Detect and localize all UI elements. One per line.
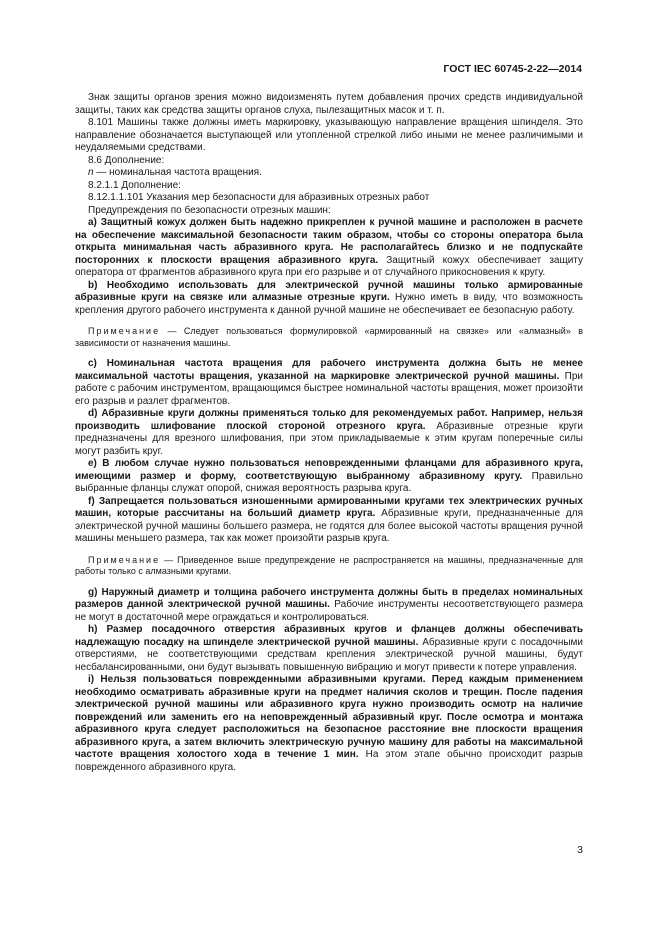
note-2-label: Примечание [88, 554, 161, 565]
document-header-code: ГОСТ IEC 60745-2-22—2014 [443, 63, 582, 75]
item-c [75, 358, 583, 408]
variable-n: n [88, 167, 94, 178]
item-b-text: Нужно иметь в виду, что возможность крепления другого рабочего инструмента к данной ручной машине не обеспечивает ее безопасную работу. [75, 292, 583, 316]
note-2 [75, 555, 583, 578]
item-a-bold: a) Защитный кожух должен быть надежно прикреплен к ручной машине и расположен в расчете на обеспечение максимальной безопасности таким образом, чтобы со стороны оператора была открыта минимальная часть абразивного круга. Не располагайтесь близко и не подпускайте посторонних к плоскости вращения абразивного круга. [75, 217, 583, 266]
item-g [75, 587, 583, 625]
note-2-text: — Приведенное выше предупреждение не распространяется на машины, предназначенные для работы только с алмазными кругами. [75, 554, 583, 576]
item-e [75, 458, 583, 496]
item-h-text: Абразивные круги с посадочными отверстиями, не соответствующими средствам крепления электрической ручной машины, будут несбалансированными, они будут вызывать повышенную вибрацию и могут привести к потере управления. [75, 636, 584, 673]
item-f [75, 496, 583, 546]
item-e-text: Правильно выбранные фланцы служат опорой, снижая вероятность разрыва круга. [75, 470, 583, 494]
paragraph-warnings-intro: Предупреждения по безопасности отрезных машин: [88, 204, 331, 216]
item-f-bold: f) Запрещается пользоваться изношенными армированными кругами тех электрических ручных машин, которые рассчитаны на больший диаметр круга. [75, 495, 583, 519]
item-i-bold: i) Нельзя пользоваться поврежденными абразивными кругами. Перед каждым применением необходимо осматривать абразивные круги на предмет наличия сколов и трещин. После падения электрической ручной машины или абразивного круга нужно производить осмотр на наличие повреждений или заменить его на неповрежденный абразивный круг. После осмотра и монтажа абразивного круга следует расположиться на безопасное расстояние вне плоскости вращения абразивного круга, а затем включить электрическую ручную машину для работы на максимальной частоте вращения холостого хода в течение 1 мин. [75, 674, 583, 760]
item-h [75, 624, 583, 674]
item-d-text: Абразивные отрезные круги предназначены для врезного шлифования, при этом прикладываемые к этим кругам поперечные силы могут разбить круг. [75, 420, 583, 457]
paragraph-n-definition [75, 167, 583, 180]
item-d-bold: d) Абразивные круги должны применяться только для рекомендуемых работ. Например, нельзя производить шлифование плоской стороной отрезного круга. [75, 408, 583, 432]
item-a-text: Защитный кожух обеспечивает защиту оператора от фрагментов абразивного круга при его разрыве и от случайного прикосновения к кругу. [75, 254, 583, 278]
n-definition-text: — номинальная частота вращения. [93, 167, 262, 178]
item-b [75, 280, 583, 318]
note-1-text: — Следует пользоваться формулировкой «армированный на связке» или «алмазный» в зависимости от назначения машины. [75, 326, 583, 348]
paragraph-8-101: 8.101 Машины также должны иметь маркировку, указывающую направление вращения шпинделя. Это направление обозначается выступающей или утопленной стрелкой либо иными не менее различимыми и неудаляемыми средствами. [75, 117, 583, 153]
item-b-bold: b) Необходимо использовать для электрической ручной машины только армированные абразивные круги на связке или алмазные отрезные круги. [75, 279, 583, 303]
item-g-bold: g) Наружный диаметр и толщина рабочего инструмента должны быть в пределах номинальных размеров данной электрической ручной машины. [75, 586, 583, 610]
item-d [75, 408, 583, 458]
item-i-text: На этом этапе обычно происходит разрыв поврежденного абразивного круга. [75, 749, 583, 773]
item-h-bold: h) Размер посадочного отверстия абразивных кругов и фланцев должны обеспечивать надлежащую посадку на шпинделе электрической ручной машины. [75, 624, 583, 648]
note-1 [75, 326, 583, 349]
paragraph-8-6: 8.6 Дополнение: [88, 154, 165, 166]
paragraph-8-2-1-1: 8.2.1.1 Дополнение: [88, 179, 181, 191]
paragraph-8-12-1-1-101: 8.12.1.1.101 Указания мер безопасности для абразивных отрезных работ [88, 192, 430, 203]
document-body [75, 92, 583, 774]
item-i [75, 674, 583, 774]
item-f-text: Абразивные круги, предназначенные для электрической ручной машины большего размера, не годятся для более высокой частоты вращения ручной машины меньшего размера, так как может произойти разрыв круга. [75, 508, 583, 544]
note-1-label: Примечание [88, 326, 161, 336]
item-c-text: При работе с рабочим инструментом, вращающимся быстрее номинальной частоты вращения, может произойти его разрыв и разлет фрагментов. [75, 370, 583, 407]
item-c-bold: c) Номинальная частота вращения для рабочего инструмента должна быть не менее максимальной частоты вращения, указанной на маркировке электрической ручной машины. [75, 358, 583, 382]
item-a [75, 217, 583, 280]
page-number: 3 [577, 844, 583, 856]
item-e-bold: e) В любом случае нужно пользоваться неповрежденными фланцами для абразивного круга, имеющими размер и форму, соответствующую выбранному абразивному кругу. [75, 458, 583, 482]
item-g-text: Рабочие инструменты несоответствующего размера не могут в достаточной мере ограждаться и контролироваться. [75, 599, 583, 623]
paragraph-eye-protection: Знак защиты органов зрения можно видоизменять путем добавления прочих средств индивидуальной защиты, таких как средства защиты органов слуха, пылезащитных масок и т. п. [75, 92, 583, 116]
